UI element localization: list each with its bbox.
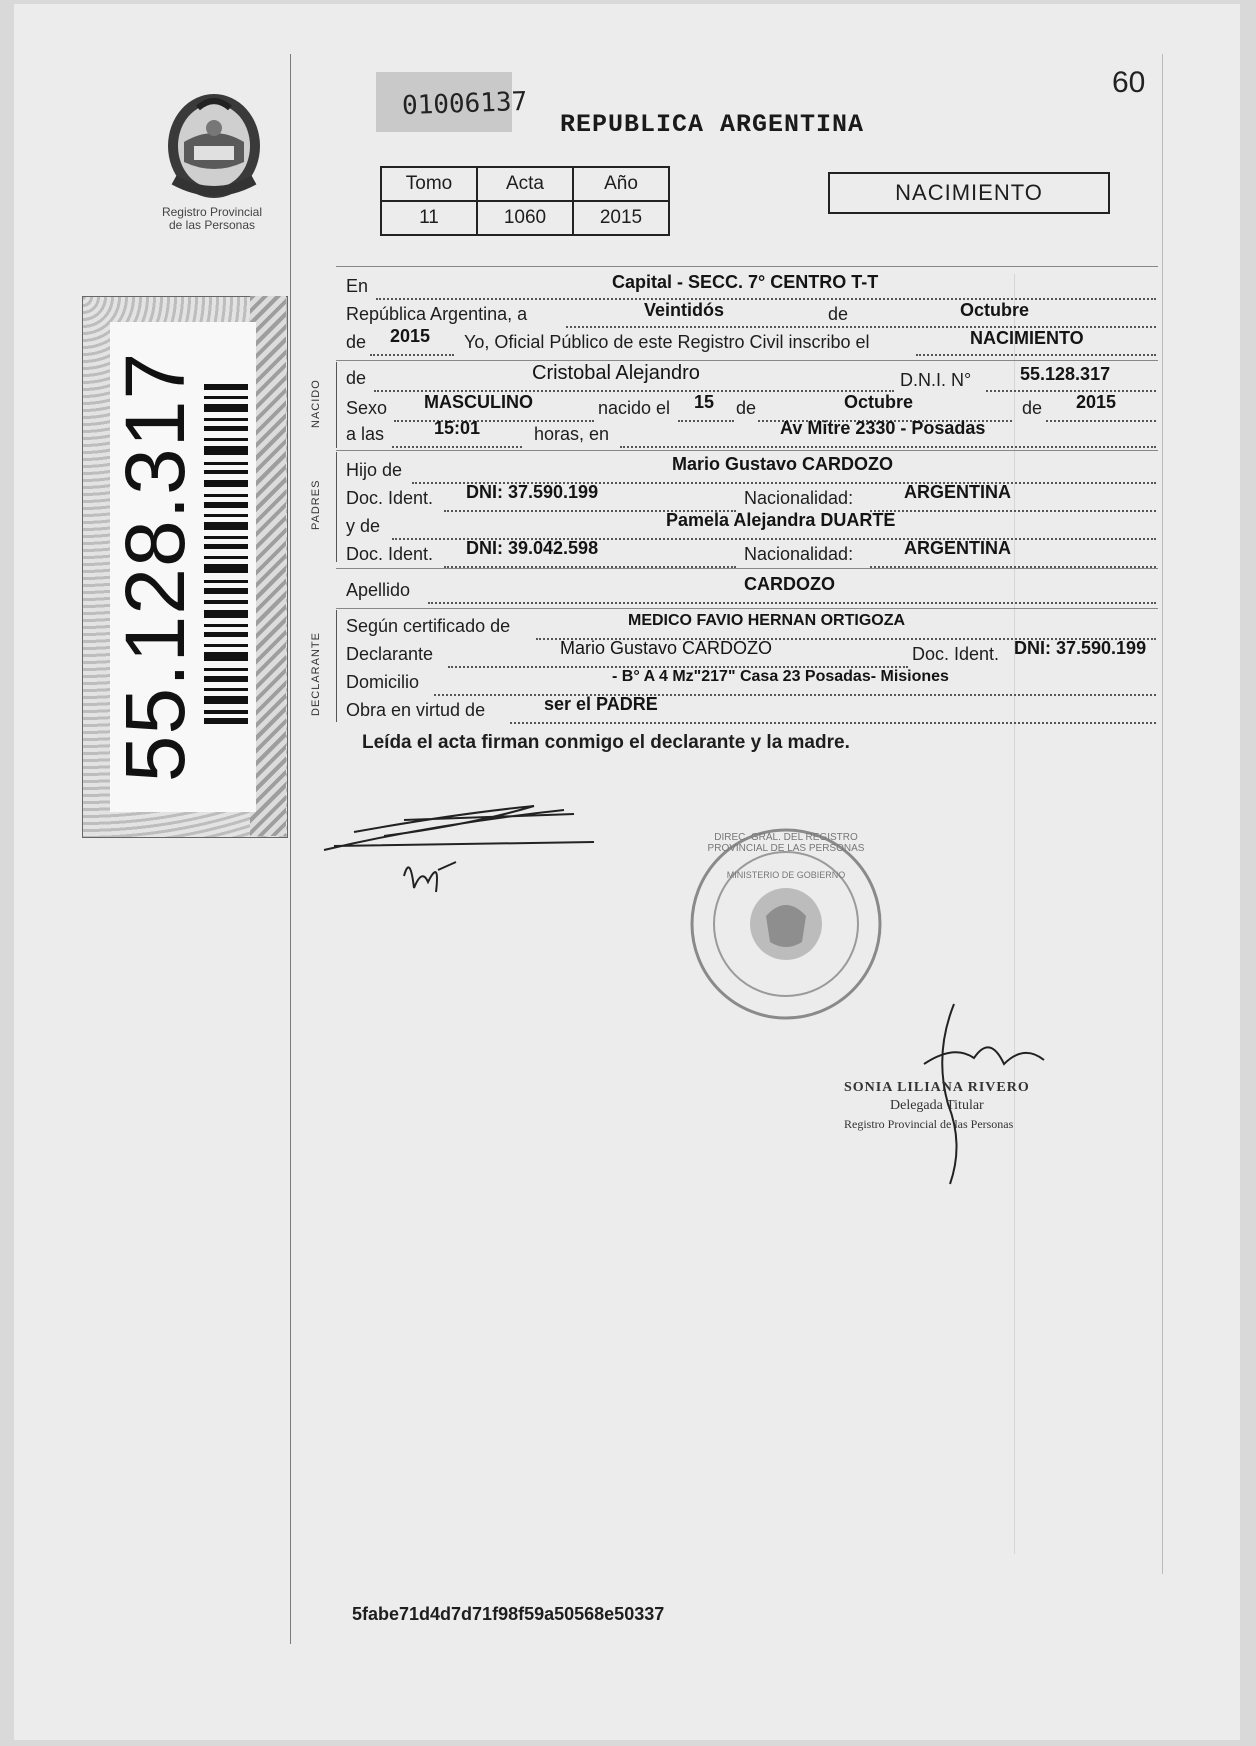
seal-caption [132, 206, 292, 232]
table-value-tomo: 11 [381, 201, 477, 235]
table-value-acta: 1060 [477, 201, 573, 235]
apellido-value: CARDOZO [744, 574, 835, 594]
mother-nationality-label: Nacionalidad: [744, 544, 854, 564]
official-stamp [686, 824, 886, 1024]
nacido-el-label: nacido el [598, 398, 671, 418]
seal-caption-line2: de las Personas [168, 218, 256, 232]
father-doc: DNI: 37.590.199 [466, 482, 599, 502]
padres-section-label: PADRES [310, 479, 322, 530]
left-margin-rule [290, 54, 291, 1644]
barcode-icon [204, 384, 248, 724]
declarante-label: Declarante [346, 644, 434, 664]
birth-certificate-page [14, 4, 1240, 1740]
hijo-de-label: Hijo de [346, 460, 403, 480]
closing-statement: Leída el acta firman conmigo el declarante y la madre. [362, 732, 850, 753]
declarante-doc: DNI: 37.590.199 [1014, 638, 1147, 658]
y-de-label: y de [346, 516, 381, 536]
year-value: 2015 [390, 326, 431, 346]
table-header-tomo: Tomo [381, 167, 477, 201]
apellido-top-rule [336, 568, 1158, 569]
father-nationality-label: Nacionalidad: [744, 488, 854, 508]
officer-role: Delegada Titular [890, 1098, 984, 1113]
nacido-top-rule [336, 360, 1158, 361]
domicilio-label: Domicilio [346, 672, 420, 692]
table-value-ano: 2015 [573, 201, 669, 235]
declarante-section-bar [336, 610, 337, 722]
day-words: Veintidós [644, 300, 725, 320]
officer-stamp-text [844, 1079, 1030, 1133]
padres-section-bar [336, 452, 337, 562]
dni-label: D.N.I. N° [900, 370, 972, 390]
table-header-ano: Año [573, 167, 669, 201]
provincial-seal-logo [154, 84, 274, 204]
officer-name: SONIA LILIANA RIVERO [844, 1080, 1030, 1095]
inscribo-text: Yo, Oficial Público de este Registro Civil inscribo el [464, 332, 870, 352]
year-prefix: de [346, 332, 367, 352]
mother-doc-label: Doc. Ident. [346, 544, 434, 564]
serial-number: 01006137 [401, 86, 528, 122]
sexo-value: MASCULINO [424, 392, 533, 412]
horas-en-label: horas, en [534, 424, 610, 444]
father-name: Mario Gustavo CARDOZO [672, 454, 894, 474]
republica-label: República Argentina, a [346, 304, 528, 324]
serial-number-box [376, 72, 528, 132]
month-value: Octubre [960, 300, 1030, 320]
declarante-name: Mario Gustavo CARDOZO [560, 638, 773, 658]
declarante-section-label: DECLARANTE [310, 632, 322, 716]
certificado-label: Según certificado de [346, 616, 511, 636]
register-type-box: NACIMIENTO [828, 172, 1110, 214]
child-name: Cristobal Alejandro [532, 362, 700, 384]
nacido-de-label: de [346, 368, 367, 388]
document-hash: 5fabe71d4d7d71f98f59a50568e50337 [352, 1604, 665, 1624]
seal-caption-line1: Registro Provincial [161, 205, 263, 219]
nacido-section-label: NACIDO [310, 379, 322, 428]
document-title: REPUBLICA ARGENTINA [560, 110, 865, 139]
birth-de-label: de [736, 398, 757, 418]
birth-day: 15 [694, 392, 715, 412]
nacido-section-bar [336, 362, 337, 448]
domicilio-value: - B° A 4 Mz"217" Casa 23 Posadas- Misiones [612, 668, 949, 685]
mother-name: Pamela Alejandra DUARTE [666, 510, 896, 530]
apellido-label: Apellido [346, 580, 411, 600]
obra-value: ser el PADRE [544, 694, 658, 714]
birth-month: Octubre [844, 392, 914, 412]
birth-time: 15:01 [434, 418, 481, 438]
child-dni: 55.128.317 [1020, 364, 1111, 384]
father-doc-label: Doc. Ident. [346, 488, 434, 508]
stamp-ring-text: DIREC. GRAL. DEL REGISTRO PROVINCIAL DE LAS PERSONAS [707, 832, 865, 854]
obra-label: Obra en virtud de [346, 700, 486, 720]
father-nationality: ARGENTINA [904, 482, 1011, 502]
en-value: Capital - SECC. 7° CENTRO T-T [612, 272, 879, 292]
padres-top-rule [336, 450, 1158, 451]
birth-year: 2015 [1076, 392, 1117, 412]
right-margin-rule [1162, 54, 1163, 1574]
tomo-acta-ano-table [380, 166, 670, 236]
birth-place: Av Mitre 2330 - Posadas [780, 418, 986, 438]
table-header-acta: Acta [477, 167, 573, 201]
declarante-top-rule [336, 608, 1158, 609]
page-number: 60 [1112, 66, 1146, 99]
officer-office: Registro Provincial de las Personas [844, 1117, 1014, 1131]
en-label: En [346, 276, 369, 296]
sexo-label: Sexo [346, 398, 388, 418]
top-form-rule [336, 266, 1158, 267]
stamp-inner-text: MINISTERIO DE GOBIERNO [726, 870, 846, 880]
dni-vertical-number: 55.128.317 [108, 351, 202, 783]
declarant-signature [314, 784, 614, 904]
act-type-value: NACIMIENTO [970, 328, 1084, 348]
mother-nationality: ARGENTINA [904, 538, 1011, 558]
a-las-label: a las [346, 424, 385, 444]
de-label: de [828, 304, 849, 324]
declarante-doc-label: Doc. Ident. [912, 644, 1000, 664]
certificado-value: MEDICO FAVIO HERNAN ORTIGOZA [628, 612, 906, 629]
mother-doc: DNI: 39.042.598 [466, 538, 599, 558]
birth-de-label-2: de [1022, 398, 1043, 418]
